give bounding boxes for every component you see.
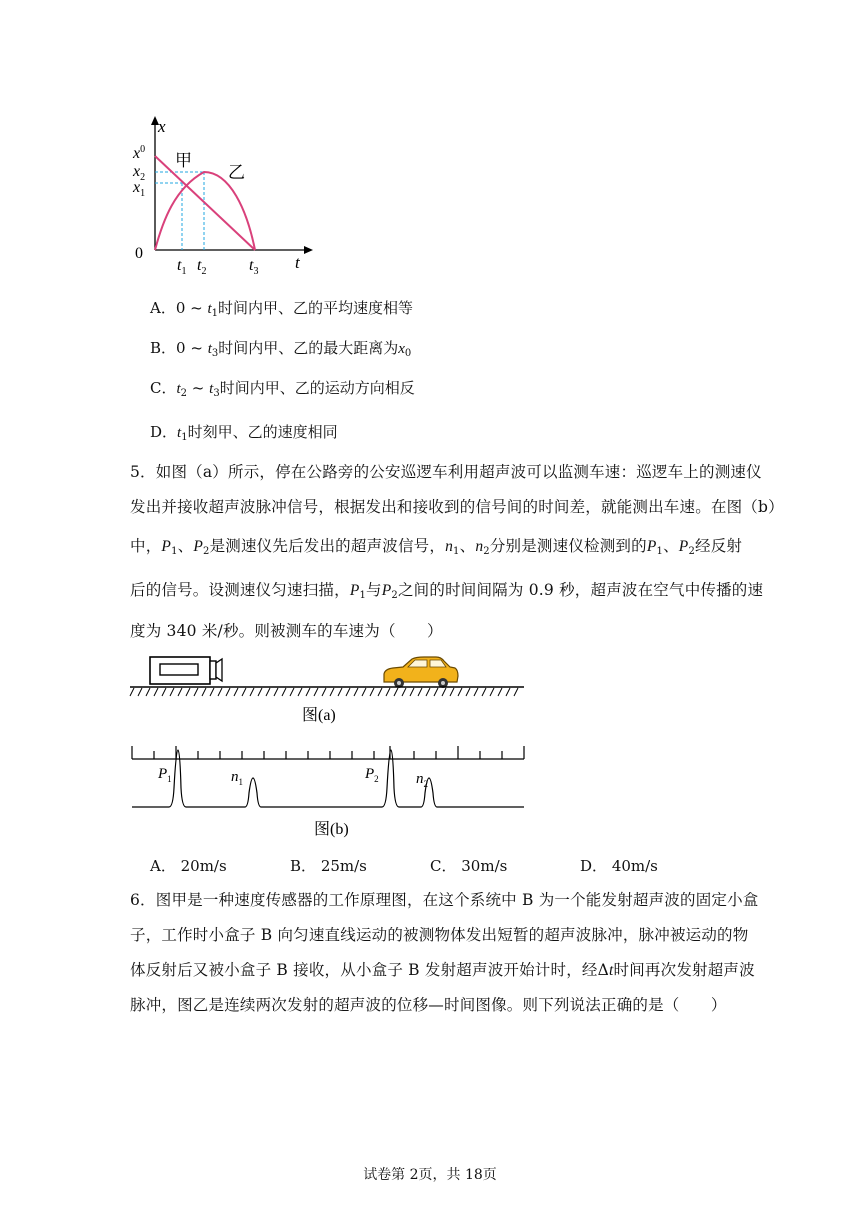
xt-graph	[125, 110, 325, 280]
q5-line-5: 度为 340 米/秒。则被测车的车速为（ ）	[130, 622, 443, 640]
q6-line-2: 子，工作时小盒子 B 向匀速直线运动的被测物体发出短暂的超声波脉冲，脉冲被运动的物	[130, 926, 749, 944]
pulse-label-p1: $P_1$	[158, 766, 172, 784]
q5-line-3: 中，$P_1$、$P_2$是测速仪先后发出的超声波信号，$n_1$、$n_2$分别是测速仪检测到的$P_1$、$P_2$经反射	[130, 537, 743, 557]
pulse-label-n2: $n_2$	[416, 771, 428, 789]
q4-option-b[interactable]: B．0 ~ $t_3$时间内甲、乙的最大距离为$x_0$	[150, 339, 412, 359]
q5-option-a[interactable]: A． 20m/s	[150, 857, 227, 875]
tick-x1: $x_1$	[133, 179, 146, 199]
q6-line-4: 脉冲，图乙是连续两次发射的超声波的位移—时间图像。则下列说法正确的是（ ）	[130, 996, 727, 1014]
figure-a	[128, 652, 528, 727]
tick-x0: $x^0$	[133, 144, 146, 162]
pulse-label-n1: $n_1$	[231, 769, 243, 787]
q4-option-c[interactable]: C．$t_2$ ~ $t_3$时间内甲、乙的运动方向相反	[150, 379, 415, 399]
tick-x2: $x_2$	[133, 163, 146, 183]
q5-line-4: 后的信号。设测速仪匀速扫描，$P_1$与$P_2$之间的时间间隔为 0.9 秒，超声波在空气中传播的速	[130, 581, 764, 601]
label-yi: 乙	[228, 163, 245, 182]
q5-option-c[interactable]: C． 30m/s	[430, 857, 508, 875]
curve-yi	[155, 172, 255, 250]
fig-b-caption: 图(b)	[314, 821, 349, 838]
tick-t1: $t_1$	[177, 257, 187, 277]
tick-t2: $t_2$	[197, 257, 207, 277]
axis-label-x: x	[158, 117, 166, 136]
q6-line-3: 体反射后又被小盒子 B 接收，从小盒子 B 发射超声波开始计时，经Δt时间再次发射超声波	[130, 961, 755, 979]
label-jia: 甲	[175, 151, 192, 170]
x-axis-arrow	[304, 246, 313, 254]
q5-option-b[interactable]: B． 25m/s	[290, 857, 367, 875]
figure-b	[128, 738, 528, 840]
q6-line-1: 6．图甲是一种速度传感器的工作原理图，在这个系统中 B 为一个能发射超声波的固定小盒	[130, 891, 759, 909]
origin-label: 0	[135, 245, 143, 262]
q5-option-d[interactable]: D． 40m/s	[580, 857, 658, 875]
car-icon	[384, 657, 458, 688]
fig-a-caption: 图(a)	[302, 707, 336, 724]
q4-option-a[interactable]: A．0 ~ $t_1$时间内甲、乙的平均速度相等	[150, 299, 414, 319]
q5-line-2: 发出并接收超声波脉冲信号，根据发出和接收到的信号间的时间差，就能测出车速。在图（b）	[130, 498, 784, 516]
axis-label-t: t	[295, 253, 300, 272]
q5-line-1: 5．如图（a）所示，停在公路旁的公安巡逻车利用超声波可以监测车速：巡逻车上的测速仪	[130, 463, 762, 481]
speed-meter-device	[150, 657, 222, 684]
page-footer: 试卷第 2页，共 18页	[363, 1167, 497, 1183]
tick-t3: $t_3$	[249, 257, 259, 277]
pulse-label-p2: $P_2$	[365, 766, 379, 784]
q4-option-d[interactable]: D．$t_1$时刻甲、乙的速度相同	[150, 423, 338, 443]
